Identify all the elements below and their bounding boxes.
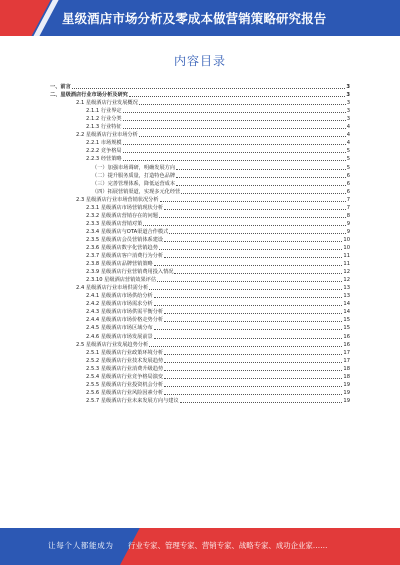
toc-entry-text: 2.5.1 星级酒店行业政策环境分析	[86, 349, 164, 356]
toc-entry[interactable]	[50, 219, 350, 227]
toc-entry-text: 2.2.3 经营策略	[86, 156, 122, 163]
toc-entry[interactable]	[50, 162, 350, 170]
toc-entry[interactable]	[50, 195, 350, 203]
toc-leader-dots	[164, 312, 342, 314]
toc-leader-dots	[72, 87, 346, 89]
toc-page-number: 10	[343, 244, 350, 251]
toc-page-number: 15	[343, 325, 350, 332]
toc-page-number: 6	[346, 180, 350, 187]
toc-entry-text: 二、星级酒店行业市场分析及研究	[50, 92, 128, 99]
toc-page-number: 19	[343, 381, 350, 388]
toc-leader-dots	[174, 272, 342, 274]
toc-leader-dots	[160, 200, 346, 202]
toc-page-number: 6	[346, 172, 350, 179]
toc-leader-dots	[154, 264, 343, 266]
toc-leader-dots	[164, 208, 346, 210]
toc-entry-text: 2.3.4 星级酒店与OTA渠道合作模式	[86, 228, 169, 235]
toc-entry-text: 2.5.3 星级酒店行业消费升级趋势	[86, 365, 164, 372]
toc-leader-dots	[154, 304, 343, 306]
toc-page-number: 3	[346, 92, 350, 99]
toc-entry-text: 2.2.2 竞争格局	[86, 148, 122, 155]
toc-entry[interactable]	[50, 307, 350, 315]
toc-page-number: 18	[343, 365, 350, 372]
toc-leader-dots	[164, 361, 342, 363]
toc-entry[interactable]	[50, 348, 350, 356]
toc-leader-dots	[164, 240, 342, 242]
toc-entry[interactable]	[50, 114, 350, 122]
toc-page-number: 11	[343, 253, 350, 260]
toc-leader-dots	[123, 119, 346, 121]
toc-entry[interactable]	[50, 323, 350, 331]
toc-page-number: 5	[346, 148, 350, 155]
toc-entry-text: 2.5 星级酒店行业发展趋势分析	[76, 341, 149, 348]
toc-page-number: 3	[346, 116, 350, 123]
toc-leader-dots	[164, 369, 342, 371]
toc-entry-text: 2.3.6 星级酒店数字化营销趋势	[86, 244, 158, 251]
toc-page-number: 12	[343, 269, 350, 276]
toc-leader-dots	[164, 320, 342, 322]
toc-leader-dots	[181, 192, 345, 194]
toc-entry-text: 2.4.3 星级酒店市场供需平衡分析	[86, 309, 164, 316]
toc-entry[interactable]	[50, 388, 350, 396]
toc-entry-text: 2.4.4 星级酒店市场价格走势分析	[86, 317, 164, 324]
toc-entry[interactable]	[50, 396, 350, 404]
toc-page-number: 15	[343, 317, 350, 324]
toc-leader-dots	[154, 337, 343, 339]
toc-leader-dots	[123, 151, 346, 153]
toc-leader-dots	[149, 345, 342, 347]
toc-entry[interactable]	[50, 291, 350, 299]
toc-leader-dots	[176, 184, 346, 186]
toc-entry[interactable]	[50, 227, 350, 235]
toc-entry-text: （三）完善管理体系，降低运营成本	[92, 180, 176, 187]
toc-entry[interactable]	[50, 364, 350, 372]
toc-entry[interactable]	[50, 380, 350, 388]
toc-entry[interactable]	[50, 372, 350, 380]
toc-entry[interactable]	[50, 267, 350, 275]
toc-leader-dots	[129, 95, 346, 97]
toc-leader-dots	[123, 143, 346, 145]
toc-entry[interactable]	[50, 299, 350, 307]
toc-leader-dots	[123, 159, 346, 161]
toc-entry-text: 2.3.2 星级酒店营销存在的问题	[86, 212, 158, 219]
toc-entry-text: 一、前言	[50, 84, 71, 91]
toc-entry-text: 2.5.7 星级酒店行业未来发展方向与建议	[86, 397, 179, 404]
toc-leader-dots	[154, 296, 343, 298]
toc-entry[interactable]	[50, 203, 350, 211]
footer-slogan-left: 让每个人都能成为	[48, 541, 114, 550]
toc-page-number: 5	[346, 164, 350, 171]
toc-leader-dots	[164, 353, 342, 355]
toc-entry[interactable]	[50, 171, 350, 179]
report-title: 星级酒店市场分析及零成本做营销策略研究报告	[62, 11, 327, 26]
toc-entry[interactable]	[50, 356, 350, 364]
toc-entry[interactable]	[50, 130, 350, 138]
toc-page-number: 16	[343, 333, 350, 340]
toc-page-number: 9	[346, 228, 350, 235]
toc-entry[interactable]	[50, 138, 350, 146]
toc-entry-text: 2.3.1 星级酒店市场营销现状分析	[86, 204, 164, 211]
toc-page-number: 18	[343, 373, 350, 380]
toc-page-number: 10	[343, 236, 350, 243]
toc-entry[interactable]	[50, 98, 350, 106]
toc-leader-dots	[159, 248, 342, 250]
toc-page-number: 19	[343, 389, 350, 396]
toc-leader-dots	[123, 127, 346, 129]
toc-entry-text: 2.5.4 星级酒店行业竞争格局演变	[86, 373, 164, 380]
toc-entry[interactable]	[50, 259, 350, 267]
toc-page-number: 3	[346, 84, 350, 91]
toc-page-number: 4	[346, 140, 350, 147]
toc-entry-text: （一）加强市场调研，明确发展方向	[92, 164, 176, 171]
toc-leader-dots	[180, 401, 343, 403]
toc-leader-dots	[176, 168, 346, 170]
toc-entry-text: 2.1.2 行业分类	[86, 116, 122, 123]
footer-slogan-right: 行业专家、管理专家、营销专家、战略专家、成功企业家……	[128, 541, 328, 550]
toc-page-number: 17	[343, 357, 350, 364]
toc-page-number: 3	[346, 100, 350, 107]
toc-leader-dots	[123, 111, 346, 113]
toc-entry-text: （四）拓展营销渠道，实现多元化经营	[92, 188, 181, 195]
toc-entry[interactable]	[50, 340, 350, 348]
toc-entry[interactable]	[50, 275, 350, 283]
toc-entry[interactable]	[50, 331, 350, 339]
toc-entry-text: 2.1.3 行业特征	[86, 124, 122, 131]
toc-leader-dots	[176, 176, 346, 178]
toc-entry[interactable]	[50, 211, 350, 219]
toc-leader-dots	[164, 377, 342, 379]
toc-page-number: 8	[346, 212, 350, 219]
toc-leader-dots	[164, 385, 342, 387]
toc-entry-text: 2.5.2 星级酒店行业技术发展趋势	[86, 357, 164, 364]
toc-page-number: 14	[343, 301, 350, 308]
toc-leader-dots	[157, 280, 342, 282]
toc-entry-text: 2.2 星级酒店行业市场分析	[76, 132, 138, 139]
toc-leader-dots	[143, 224, 345, 226]
toc-page-number: 3	[346, 108, 350, 115]
toc-entry-text: 2.5.6 星级酒店行业风险因素分析	[86, 389, 164, 396]
toc-page-number: 4	[346, 132, 350, 139]
toc-page-number: 19	[343, 397, 350, 404]
toc-entry-text: 2.3 星级酒店行业市场营销状况分析	[76, 196, 159, 203]
toc-page-number: 14	[343, 309, 350, 316]
toc-page-number: 4	[346, 124, 350, 131]
toc-leader-dots	[149, 288, 342, 290]
toc-page-number: 11	[343, 261, 350, 268]
toc-leader-dots	[164, 256, 342, 258]
toc-entry-text: 2.4.6 星级酒店市场发展前景	[86, 333, 153, 340]
toc-leader-dots	[164, 393, 342, 395]
footer-banner	[0, 528, 400, 565]
toc-entry-text: 2.4 星级酒店行业市场供需分析	[76, 285, 149, 292]
header-banner	[0, 0, 400, 36]
toc-entry[interactable]	[50, 122, 350, 130]
toc-entry-text: 2.1 星级酒店行业发展概况	[76, 100, 138, 107]
toc-entry-text: 2.3.10 星级酒店营销效果评估	[86, 277, 157, 284]
toc-entry-text: 2.4.1 星级酒店市场供给分析	[86, 293, 153, 300]
toc-entry-text: 2.3.5 星级酒店会员营销体系建设	[86, 236, 164, 243]
toc-entry[interactable]	[50, 235, 350, 243]
toc-entry[interactable]	[50, 251, 350, 259]
toc-entry-text: 2.2.1 市场规模	[86, 140, 122, 147]
toc-page-number: 17	[343, 349, 350, 356]
toc-entry[interactable]	[50, 90, 350, 98]
toc-entry-text: 2.3.7 星级酒店客户消费行为分析	[86, 253, 164, 260]
toc-page-number: 13	[343, 293, 350, 300]
toc-entry-text: 2.5.5 星级酒店行业投资机会分析	[86, 381, 164, 388]
toc-leader-dots	[139, 103, 346, 105]
toc-page-number: 16	[343, 341, 350, 348]
toc-page-number: 13	[343, 285, 350, 292]
toc-entry[interactable]	[50, 154, 350, 162]
toc-entry[interactable]	[50, 243, 350, 251]
toc-leader-dots	[139, 135, 346, 137]
toc-leader-dots	[169, 232, 345, 234]
toc-page-number: 7	[346, 196, 350, 203]
toc-entry-text: 2.3.8 星级酒店品牌营销策略	[86, 261, 153, 268]
toc-entry-text: 2.3.3 星级酒店营销对策	[86, 220, 143, 227]
toc-entry[interactable]	[50, 283, 350, 291]
toc-entry-text: 2.1.1 行业界定	[86, 108, 122, 115]
toc-entry[interactable]	[50, 82, 350, 90]
toc-leader-dots	[159, 216, 346, 218]
toc-entry-text: 2.4.5 星级酒店市场区域分布	[86, 325, 153, 332]
toc-page-number: 9	[346, 220, 350, 227]
toc-entry-text: 2.4.2 星级酒店市场需求分析	[86, 301, 153, 308]
toc-entry[interactable]	[50, 315, 350, 323]
toc-heading: 内容目录	[173, 54, 226, 68]
toc-entry-text: 2.3.9 星级酒店行业营销费用投入情况	[86, 269, 174, 276]
toc-page-number: 12	[343, 277, 350, 284]
toc-page-number: 7	[346, 204, 350, 211]
toc-page-number: 5	[346, 156, 350, 163]
toc-entry[interactable]	[50, 187, 350, 195]
toc-entry[interactable]	[50, 179, 350, 187]
toc-entry[interactable]	[50, 146, 350, 154]
toc-entry[interactable]	[50, 106, 350, 114]
toc-leader-dots	[154, 328, 343, 330]
table-of-contents	[50, 82, 350, 404]
toc-page-number: 6	[346, 188, 350, 195]
toc-entry-text: （二）提升服务质量，打造特色品牌	[92, 172, 176, 179]
